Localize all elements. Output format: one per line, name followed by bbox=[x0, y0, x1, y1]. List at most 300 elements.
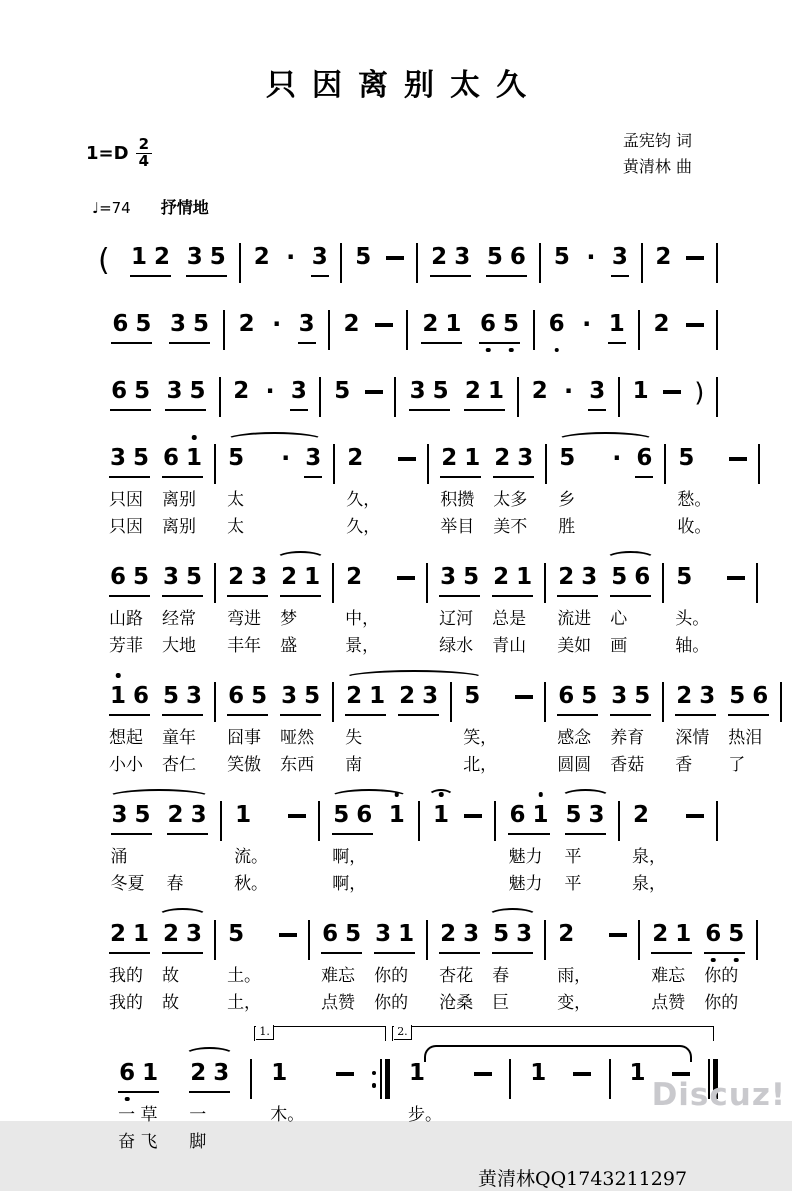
note-digit: 2 bbox=[464, 378, 481, 405]
note-unit bbox=[548, 309, 566, 353]
note-digit: 3 bbox=[589, 378, 606, 405]
note-digit: 5 bbox=[135, 311, 152, 338]
measure bbox=[98, 1058, 250, 1156]
lyric-verse2: 啊， bbox=[332, 874, 367, 895]
lyric-verse1: 积攒 bbox=[440, 490, 475, 511]
note-unit bbox=[632, 800, 672, 898]
lyric-verse2 bbox=[304, 514, 322, 541]
note-digit: 6 bbox=[228, 683, 245, 710]
lyric-verse1: 难忘 bbox=[651, 966, 686, 987]
note-unit bbox=[298, 309, 316, 353]
beamed-note-group bbox=[109, 443, 150, 478]
note-digit: 1 bbox=[409, 1060, 426, 1087]
lyric-verse2: 轴。 bbox=[675, 636, 710, 657]
note-cell bbox=[609, 919, 627, 963]
note-unit bbox=[388, 800, 406, 898]
augmentation-dot-glyph: · bbox=[272, 310, 282, 339]
measure bbox=[98, 309, 223, 353]
beamed-note-group bbox=[610, 681, 651, 716]
lyric-verse1: 涌 bbox=[110, 847, 128, 868]
augmentation-dot-glyph: · bbox=[563, 377, 574, 406]
lyric-verse2: 离别 bbox=[162, 517, 197, 538]
beamed-note-group bbox=[728, 681, 769, 716]
note-unit bbox=[227, 919, 267, 1017]
beamed-note-group bbox=[608, 309, 626, 344]
lyric-verse2 bbox=[398, 514, 416, 541]
note-cell bbox=[654, 242, 672, 286]
note-digits bbox=[463, 681, 481, 714]
note-unit bbox=[290, 376, 308, 420]
note-cell bbox=[375, 309, 393, 353]
held-note-dash bbox=[672, 1072, 690, 1076]
lyric-verse2: 青山 bbox=[492, 636, 527, 657]
note-digit: 5 bbox=[486, 244, 503, 271]
lyric-verse1 bbox=[388, 844, 406, 871]
note-unit bbox=[332, 800, 373, 898]
note-cell bbox=[345, 562, 385, 606]
lyric-verse2: 点赞 bbox=[651, 993, 686, 1014]
beamed-note-group bbox=[557, 562, 598, 597]
held-note-dash bbox=[663, 390, 681, 394]
key-label: 1=D bbox=[86, 143, 129, 165]
beamed-note-group bbox=[486, 242, 527, 277]
held-note-dash bbox=[727, 576, 745, 580]
beamed-note-group bbox=[162, 562, 203, 597]
measure bbox=[335, 443, 427, 541]
note-cell bbox=[635, 443, 653, 487]
lyric-verse2: 魅力 bbox=[508, 874, 543, 895]
note-unit bbox=[694, 376, 704, 420]
note-unit bbox=[232, 376, 250, 420]
measure bbox=[547, 443, 664, 541]
note-cell bbox=[573, 1058, 591, 1102]
note-cell bbox=[253, 242, 271, 286]
lyric-verse1 bbox=[288, 844, 306, 871]
beamed-note-group bbox=[439, 562, 480, 597]
lyric-verse1: 一 草 bbox=[118, 1105, 158, 1126]
note-digit: 6 bbox=[111, 378, 128, 405]
note-cell bbox=[109, 562, 150, 606]
note-cell bbox=[565, 800, 606, 844]
octave-dot-below bbox=[125, 1097, 130, 1102]
system-5 bbox=[98, 548, 718, 660]
note-cell bbox=[430, 242, 471, 286]
lyric-verse1 bbox=[464, 844, 482, 871]
lyric-verse1: 流进 bbox=[557, 609, 592, 630]
lyric-verse1 bbox=[398, 725, 439, 752]
measure bbox=[620, 376, 716, 420]
note-unit bbox=[280, 681, 321, 779]
measure bbox=[216, 443, 333, 541]
note-unit bbox=[162, 562, 203, 660]
measure bbox=[452, 681, 544, 779]
lyric-verse2: 南 bbox=[345, 755, 363, 776]
note-unit bbox=[492, 919, 533, 1017]
barline bbox=[716, 310, 718, 350]
note-unit bbox=[234, 800, 274, 898]
lyric-verse2: 泉， bbox=[632, 874, 667, 895]
note-digit: 5 bbox=[432, 378, 449, 405]
note-unit bbox=[430, 242, 471, 286]
note-digit: 1 bbox=[629, 1060, 646, 1087]
note-digits bbox=[346, 443, 364, 476]
note-unit bbox=[354, 242, 372, 286]
note-unit bbox=[109, 919, 150, 1017]
note-digit: 6 bbox=[112, 311, 129, 338]
note-digit: 3 bbox=[190, 802, 207, 829]
measure bbox=[640, 309, 716, 353]
lyric-verse1 bbox=[727, 606, 745, 633]
rest-dash bbox=[729, 443, 747, 541]
lyric-verse2: 了 bbox=[728, 755, 746, 776]
note-cell bbox=[234, 800, 274, 844]
note-unit bbox=[486, 242, 527, 286]
note-digit: 6 bbox=[509, 244, 526, 271]
expression-marking: 抒情地 bbox=[160, 198, 209, 218]
beamed-note-group bbox=[290, 376, 308, 411]
note-digits bbox=[652, 309, 670, 342]
note-digit: 3 bbox=[281, 683, 298, 710]
augmentation-dot-glyph: · bbox=[286, 243, 296, 272]
note-digit: 3 bbox=[305, 445, 322, 472]
note-cell bbox=[110, 376, 151, 420]
note-digit: 3 bbox=[298, 311, 315, 338]
system-2 bbox=[98, 295, 718, 353]
note-digit: 1 bbox=[464, 445, 481, 472]
note-cell bbox=[463, 681, 503, 725]
note-cell bbox=[398, 443, 416, 487]
note-cell bbox=[118, 1058, 159, 1102]
octave-dot-above bbox=[116, 673, 121, 678]
lyric-verse2: 土， bbox=[227, 993, 262, 1014]
beamed-note-group bbox=[162, 681, 203, 716]
note-cell bbox=[557, 919, 597, 963]
beamed-note-group bbox=[130, 242, 171, 277]
note-cell bbox=[432, 800, 450, 844]
beamed-note-group bbox=[311, 242, 329, 277]
augmentation-dot-glyph: · bbox=[612, 444, 622, 473]
held-note-dash bbox=[398, 457, 416, 461]
measure bbox=[428, 562, 544, 660]
note-unit bbox=[345, 562, 385, 660]
rest-dash bbox=[573, 1058, 591, 1156]
note-cell bbox=[694, 376, 704, 420]
note-unit bbox=[227, 443, 267, 541]
measure bbox=[640, 919, 756, 1017]
beamed-note-group bbox=[321, 919, 362, 954]
note-cell bbox=[186, 242, 227, 286]
note-cell bbox=[629, 1058, 647, 1102]
note-digit: 5 bbox=[304, 683, 321, 710]
note-digit: 5 bbox=[186, 564, 203, 591]
beamed-note-group bbox=[704, 919, 745, 954]
lyric-verse2 bbox=[464, 871, 482, 898]
note-cell bbox=[232, 376, 250, 420]
watermark: Discuz! bbox=[651, 1077, 786, 1113]
lyric-verse2 bbox=[727, 633, 745, 660]
note-cell bbox=[610, 681, 651, 725]
note-digit: 5 bbox=[355, 244, 372, 271]
note-cell bbox=[464, 800, 482, 844]
beamed-note-group bbox=[508, 800, 549, 835]
note-digit: 3 bbox=[463, 921, 480, 948]
note-digit: 6 bbox=[558, 683, 575, 710]
note-digit: 5 bbox=[728, 919, 744, 949]
note-cell bbox=[548, 309, 566, 353]
note-unit bbox=[109, 443, 150, 541]
lyric-verse1: 木。 bbox=[270, 1105, 305, 1126]
note-cell bbox=[580, 309, 593, 353]
time-denominator: 4 bbox=[136, 153, 152, 170]
song-title: 只因离别太久 bbox=[266, 68, 542, 103]
lyric-verse2: 圆圆 bbox=[557, 755, 592, 776]
beamed-note-group bbox=[565, 800, 606, 835]
lyric-verse1 bbox=[515, 725, 533, 752]
rest-dash bbox=[464, 800, 482, 898]
note-unit bbox=[440, 443, 481, 541]
lyric-verse2 bbox=[336, 1129, 354, 1156]
beamed-note-group bbox=[169, 309, 210, 344]
note-cell bbox=[263, 376, 276, 420]
note-unit bbox=[169, 309, 210, 353]
note-cell bbox=[270, 1058, 310, 1102]
note-unit bbox=[321, 919, 362, 1017]
note-cell bbox=[675, 681, 716, 725]
note-cell bbox=[729, 443, 747, 487]
beamed-note-group bbox=[345, 681, 386, 716]
beamed-note-group bbox=[118, 1058, 159, 1093]
note-cell bbox=[111, 800, 152, 844]
note-cell bbox=[109, 919, 150, 963]
note-digit: 5 bbox=[611, 564, 628, 591]
note-unit bbox=[130, 242, 171, 286]
note-digit: 3 bbox=[251, 564, 268, 591]
note-unit bbox=[635, 443, 653, 541]
note-digit: 6 bbox=[705, 919, 721, 949]
lyric-verse2: 香 bbox=[675, 755, 693, 776]
note-digit: 6 bbox=[322, 921, 339, 948]
note-digit: 2 bbox=[228, 564, 245, 591]
extended-tie-arc bbox=[424, 1045, 692, 1062]
note-cell bbox=[169, 309, 210, 353]
note-unit bbox=[398, 681, 439, 779]
note-digit: 5 bbox=[676, 564, 693, 591]
lyric-verse1: 你的 bbox=[704, 966, 739, 987]
lyric-verse1: 中， bbox=[345, 609, 380, 630]
note-unit bbox=[557, 562, 598, 660]
beamed-note-group bbox=[162, 443, 203, 478]
lyric-verse1: 只因 bbox=[109, 490, 143, 511]
beamed-note-group bbox=[111, 309, 152, 344]
beamed-note-group bbox=[651, 919, 692, 954]
note-unit bbox=[493, 443, 534, 541]
note-digits bbox=[675, 562, 693, 595]
lyric-verse1: 我的 bbox=[109, 966, 143, 987]
note-cell bbox=[588, 376, 606, 420]
note-digit: 1 bbox=[516, 564, 533, 591]
note-digits bbox=[553, 242, 571, 275]
note-digit: 1 bbox=[530, 1060, 547, 1087]
note-unit bbox=[632, 376, 650, 420]
note-cell bbox=[398, 681, 439, 725]
lyric-verse1: 童年 bbox=[162, 728, 197, 749]
augmentation-dot bbox=[279, 443, 292, 541]
octave-dot-below bbox=[509, 348, 514, 353]
note-digit: 3 bbox=[611, 244, 628, 271]
lyric-verse2 bbox=[288, 871, 306, 898]
measure bbox=[546, 562, 662, 660]
note-cell bbox=[557, 681, 598, 725]
measure bbox=[342, 242, 415, 286]
augmentation-dot-glyph: · bbox=[265, 377, 275, 406]
lyric-verse1 bbox=[336, 1102, 354, 1129]
note-unit bbox=[408, 1058, 448, 1156]
measure bbox=[334, 562, 426, 660]
note-unit bbox=[162, 443, 203, 541]
lyric-verse2 bbox=[672, 1129, 690, 1156]
repeat-thin-bar bbox=[380, 1059, 382, 1099]
note-digit: 6 bbox=[133, 683, 150, 710]
lyric-verse2 bbox=[279, 514, 292, 541]
lyric-verse1: 心 bbox=[610, 609, 628, 630]
note-digit: 3 bbox=[440, 564, 457, 591]
lyric-verse2: 巨 bbox=[492, 993, 510, 1014]
note-cell bbox=[342, 309, 360, 353]
measure bbox=[546, 919, 638, 1017]
barline bbox=[758, 444, 760, 484]
note-cell bbox=[227, 919, 267, 963]
note-cell bbox=[584, 242, 597, 286]
note-unit bbox=[280, 562, 321, 660]
note-cell bbox=[557, 562, 598, 606]
note-cell bbox=[508, 800, 549, 844]
lyric-verse1: 泉， bbox=[632, 847, 667, 868]
lyric-verse1: 离别 bbox=[162, 490, 197, 511]
lyric-verse1: 你的 bbox=[374, 966, 409, 987]
note-digits bbox=[548, 309, 566, 342]
note-digits bbox=[227, 919, 245, 952]
note-digit: 3 bbox=[163, 564, 180, 591]
note-digit: 5 bbox=[565, 802, 582, 829]
lyric-verse2 bbox=[474, 1129, 492, 1156]
note-digit: 3 bbox=[588, 802, 605, 829]
lyric-verse1 bbox=[635, 487, 653, 514]
held-note-dash bbox=[609, 933, 627, 937]
lyric-verse2: 变， bbox=[557, 993, 592, 1014]
note-digit: 5 bbox=[189, 378, 206, 405]
note-digits bbox=[227, 443, 245, 476]
note-digit: 6 bbox=[356, 802, 373, 829]
note-digit: 3 bbox=[611, 683, 628, 710]
lyric-verse1 bbox=[474, 1102, 492, 1129]
measure bbox=[666, 443, 758, 541]
barline bbox=[780, 682, 782, 722]
note-cell bbox=[365, 376, 383, 420]
beamed-note-group bbox=[492, 562, 533, 597]
note-unit bbox=[565, 800, 606, 898]
note-cell bbox=[238, 309, 256, 353]
note-digits bbox=[632, 376, 650, 409]
note-cell bbox=[227, 681, 268, 725]
note-unit bbox=[253, 242, 271, 286]
note-digit: 2 bbox=[633, 802, 650, 829]
rest-dash bbox=[386, 242, 404, 286]
note-digit: 3 bbox=[110, 445, 127, 472]
note-digit: 3 bbox=[454, 244, 471, 271]
beamed-note-group bbox=[162, 919, 203, 954]
note-digit: 1 bbox=[235, 802, 252, 829]
lyric-verse2 bbox=[397, 633, 415, 660]
note-cell bbox=[109, 681, 150, 725]
note-unit bbox=[109, 562, 150, 660]
note-digits bbox=[558, 443, 576, 476]
note-cell bbox=[280, 681, 321, 725]
lyric-verse2: 收。 bbox=[677, 517, 712, 538]
beamed-note-group bbox=[610, 562, 651, 597]
note-digit: 3 bbox=[516, 921, 533, 948]
measure bbox=[241, 242, 340, 286]
note-cell bbox=[167, 800, 208, 844]
lyric-verse2: 脚 bbox=[189, 1132, 207, 1153]
augmentation-dot-glyph: · bbox=[582, 310, 592, 339]
lyric-verse2: 点赞 bbox=[321, 993, 356, 1014]
beamed-note-group bbox=[280, 562, 321, 597]
note-digit: 2 bbox=[238, 311, 255, 338]
note-digit: 5 bbox=[163, 683, 180, 710]
note-digit: 5 bbox=[581, 683, 598, 710]
lyric-verse2: 太 bbox=[227, 517, 245, 538]
note-cell bbox=[408, 1058, 448, 1102]
lyric-verse1: 土。 bbox=[227, 966, 262, 987]
note-digit: 2 bbox=[493, 564, 510, 591]
lyric-verse2: 美不 bbox=[493, 517, 528, 538]
beamed-note-group bbox=[635, 443, 653, 478]
note-digit: 2 bbox=[163, 921, 180, 948]
note-unit bbox=[652, 309, 670, 353]
note-unit bbox=[557, 919, 597, 1017]
note-cell bbox=[279, 443, 292, 487]
measure bbox=[98, 681, 214, 779]
beamed-note-group bbox=[165, 376, 206, 411]
rest-dash bbox=[686, 242, 704, 286]
lyric-verse2: 笑傲 bbox=[227, 755, 262, 776]
beamed-note-group bbox=[374, 919, 415, 954]
lyric-verse1: 总是 bbox=[492, 609, 527, 630]
note-digit: 1 bbox=[131, 244, 148, 271]
note-digit: 2 bbox=[558, 921, 575, 948]
note-unit bbox=[651, 919, 692, 1017]
measure bbox=[418, 242, 539, 286]
lyric-verse1: 头。 bbox=[675, 609, 710, 630]
note-unit bbox=[553, 242, 571, 286]
note-unit bbox=[529, 1058, 547, 1156]
note-digit: 3 bbox=[186, 683, 203, 710]
lyric-verse2 bbox=[279, 990, 297, 1017]
rest-dash bbox=[686, 800, 704, 898]
rest-dash bbox=[686, 309, 704, 353]
lyric-verse1 bbox=[279, 963, 297, 990]
note-unit bbox=[531, 376, 549, 420]
measure bbox=[519, 376, 618, 420]
note-unit bbox=[463, 681, 503, 779]
volta-bracket bbox=[392, 1026, 714, 1041]
measure bbox=[98, 800, 220, 898]
note-unit bbox=[492, 562, 533, 660]
note-unit bbox=[162, 681, 203, 779]
note-digit: 1 bbox=[304, 564, 321, 591]
note-digit: 2 bbox=[253, 244, 270, 271]
note-digit: 1 bbox=[608, 311, 625, 338]
